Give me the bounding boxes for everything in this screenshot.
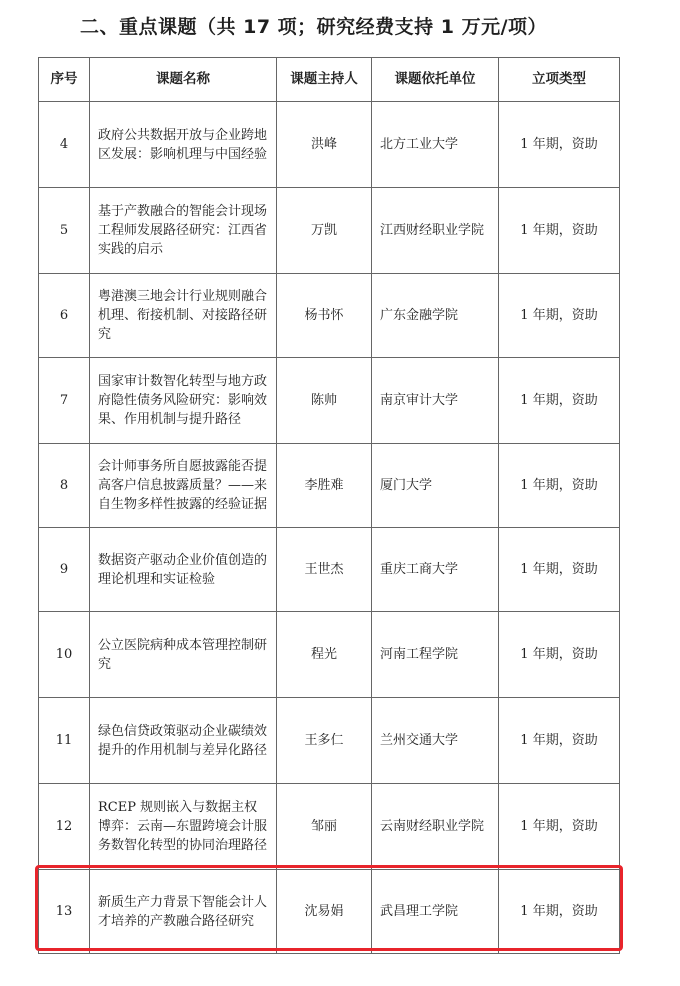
host-name: 洪峰: [277, 102, 372, 188]
table-row: [39, 784, 620, 870]
topic-name: RCEP 规则嵌入与数据主权博弈：云南—东盟跨境会计服务数智化转型的协同治理路径: [90, 784, 277, 870]
topic-name: 会计师事务所自愿披露能否提高客户信息披露质量？——来自生物多样性披露的经验证据: [90, 444, 277, 528]
project-type: 1 年期，资助: [499, 612, 620, 698]
organization: 云南财经职业学院: [372, 784, 499, 870]
row-number: 12: [39, 784, 90, 870]
topic-name: 公立医院病种成本管理控制研究: [90, 612, 277, 698]
topic-name: 新质生产力背景下智能会计人才培养的产教融合路径研究: [90, 870, 277, 954]
project-type: 1 年期，资助: [499, 784, 620, 870]
column-header-type: 立项类型: [499, 58, 620, 102]
organization: 河南工程学院: [372, 612, 499, 698]
row-number: 5: [39, 188, 90, 274]
row-number: 10: [39, 612, 90, 698]
table-row: [39, 870, 620, 954]
table-row: [39, 698, 620, 784]
project-type: 1 年期，资助: [499, 528, 620, 612]
row-number: 6: [39, 274, 90, 358]
organization: 重庆工商大学: [372, 528, 499, 612]
table-row: [39, 528, 620, 612]
table-row: [39, 612, 620, 698]
project-type: 1 年期，资助: [499, 102, 620, 188]
row-number: 11: [39, 698, 90, 784]
section-heading: 二、重点课题（共 17 项；研究经费支持 1 万元/项）: [80, 16, 548, 38]
column-header-number: 序号: [39, 58, 90, 102]
host-name: 沈易娟: [277, 870, 372, 954]
column-header-organization: 课题依托单位: [372, 58, 499, 102]
host-name: 王多仁: [277, 698, 372, 784]
row-number: 4: [39, 102, 90, 188]
project-type: 1 年期，资助: [499, 188, 620, 274]
host-name: 陈帅: [277, 358, 372, 444]
host-name: 杨书怀: [277, 274, 372, 358]
organization: 江西财经职业学院: [372, 188, 499, 274]
topic-name: 数据资产驱动企业价值创造的理论机理和实证检验: [90, 528, 277, 612]
organization: 厦门大学: [372, 444, 499, 528]
project-type: 1 年期，资助: [499, 698, 620, 784]
row-number: 7: [39, 358, 90, 444]
table-header-row: [39, 58, 620, 102]
topic-name: 国家审计数智化转型与地方政府隐性债务风险研究：影响效果、作用机制与提升路径: [90, 358, 277, 444]
table-row: [39, 102, 620, 188]
table-row: [39, 358, 620, 444]
project-type: 1 年期，资助: [499, 274, 620, 358]
organization: 南京审计大学: [372, 358, 499, 444]
organization: 北方工业大学: [372, 102, 499, 188]
table-row: [39, 274, 620, 358]
host-name: 王世杰: [277, 528, 372, 612]
organization: 武昌理工学院: [372, 870, 499, 954]
host-name: 李胜难: [277, 444, 372, 528]
host-name: 邹丽: [277, 784, 372, 870]
column-header-host: 课题主持人: [277, 58, 372, 102]
row-number: 8: [39, 444, 90, 528]
table-row: [39, 188, 620, 274]
host-name: 万凯: [277, 188, 372, 274]
topic-name: 粤港澳三地会计行业规则融合机理、衔接机制、对接路径研究: [90, 274, 277, 358]
row-number: 9: [39, 528, 90, 612]
table-row: [39, 444, 620, 528]
column-header-topic: 课题名称: [90, 58, 277, 102]
row-number: 13: [39, 870, 90, 954]
key-projects-table: [38, 57, 620, 954]
topic-name: 政府公共数据开放与企业跨地区发展：影响机理与中国经验: [90, 102, 277, 188]
organization: 兰州交通大学: [372, 698, 499, 784]
project-type: 1 年期，资助: [499, 444, 620, 528]
topic-name: 绿色信贷政策驱动企业碳绩效提升的作用机制与差异化路径: [90, 698, 277, 784]
project-type: 1 年期，资助: [499, 870, 620, 954]
host-name: 程光: [277, 612, 372, 698]
topic-name: 基于产教融合的智能会计现场工程师发展路径研究：江西省实践的启示: [90, 188, 277, 274]
organization: 广东金融学院: [372, 274, 499, 358]
project-type: 1 年期，资助: [499, 358, 620, 444]
